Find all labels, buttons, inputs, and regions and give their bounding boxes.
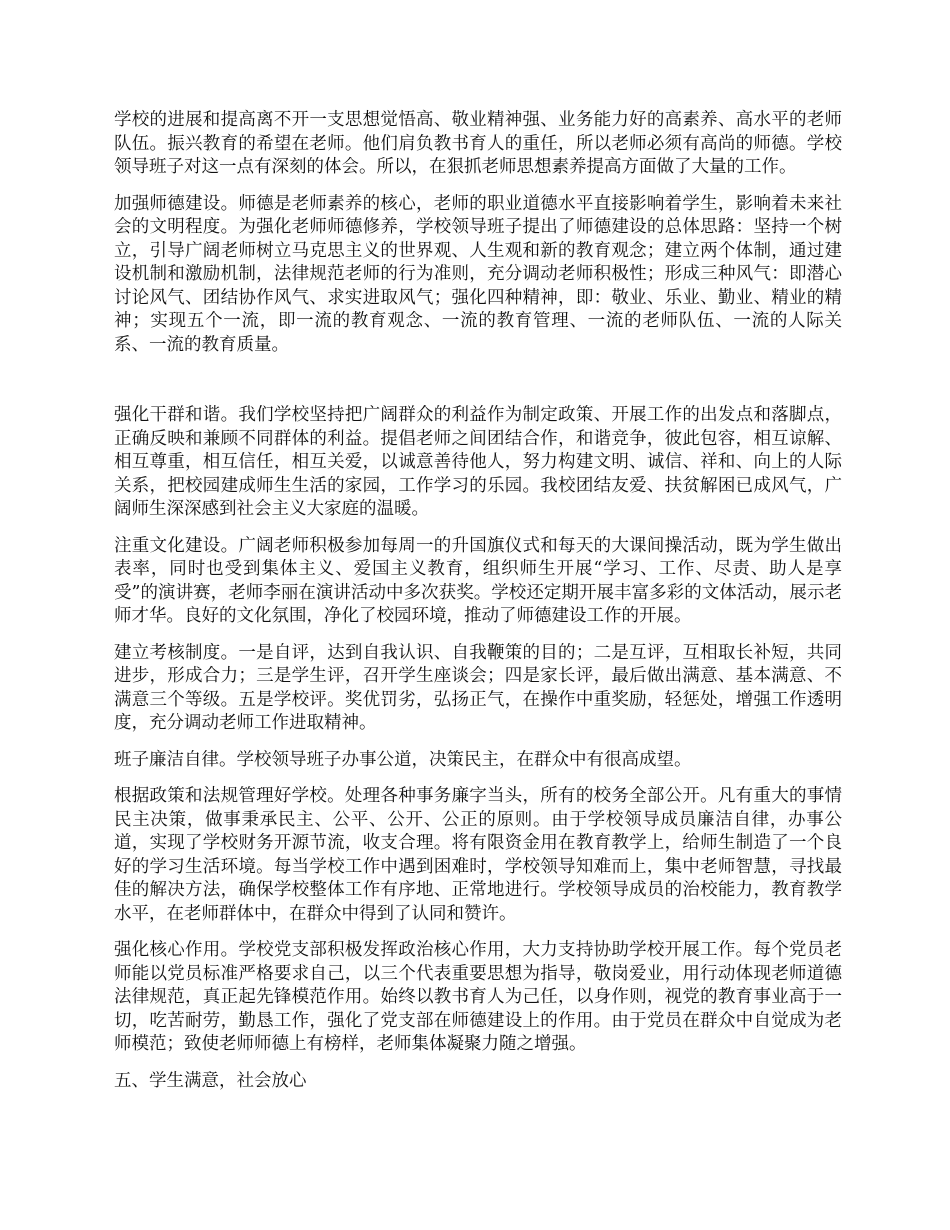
paragraph-harmony: 强化干群和谐。我们学校坚持把广阔群众的利益作为制定政策、开展工作的出发点和落脚点，正确反映和兼顾不同群体的利益。提倡老师之间团结合作，和谐竞争，彼此包容，相互谅解、相互尊重，相互信任，相互关爱，以诚意善待他人，努力构建文明、诚信、祥和、向上的人际关系，把校园建成师生生活的家园，工作学习的乐园。我校团结友爱、扶贫解困已成风气，广阔师生深深感到社会主义大家庭的温暖。 bbox=[114, 405, 842, 519]
paragraph-integrity: 班子廉洁自律。学校领导班子办事公道，决策民主，在群众中有很高成望。 bbox=[114, 749, 692, 770]
document-body bbox=[114, 109, 842, 1106]
paragraph-ethics-building: 加强师德建设。师德是老师素养的核心，老师的职业道德水平直接影响着学生，影响着未来社会的文明程度。为强化老师师德修养，学校领导班子提出了师德建设的总体思路：坚持一个树立，引导广阔老师树立马克思主义的世界观、人生观和新的教育观念；建立两个体制，通过建设机制和激励机制，法律规范老师的行为准则，充分调动老师积极性；形成三种风气：即潜心讨论风气、团结协作风气、求实进取风气；强化四种精神，即：敬业、乐业、勤业、精业的精神；实现五个一流，即一流的教育观念、一流的教育管理、一流的老师队伍、一流的人际关系、一流的教育质量。 bbox=[114, 193, 842, 355]
paragraph-intro: 学校的进展和提高离不开一支思想觉悟高、敬业精神强、业务能力好的高素养、高水平的老师队伍。振兴教育的希望在老师。他们肩负教书育人的重任，所以老师必须有高尚的师德。学校领导班子对这一点有深刻的体会。所以，在狠抓老师思想素养提高方面做了大量的工作。 bbox=[114, 110, 842, 177]
paragraph-assessment: 建立考核制度。一是自评，达到自我认识、自我鞭策的目的；二是互评，互相取长补短，共同进步，形成合力；三是学生评，召开学生座谈会；四是家长评，最后做出满意、基本满意、不满意三个等级。五是学校评。奖优罚劣，弘扬正气，在操作中重奖励，轻惩处，增强工作透明度，充分调动老师工作进取精神。 bbox=[114, 642, 842, 733]
paragraph-governance: 根据政策和法规管理好学校。处理各种事务廉字当头，所有的校务全部公开。凡有重大的事情民主决策，做事秉承民主、公平、公开、公正的原则。由于学校领导成员廉洁自律，办事公道，实现了学校财务开源节流，收支合理。将有限资金用在教育教学上，给师生制造了一个良好的学习生活环境。每当学校工作中遇到困难时，学校领导知难而上，集中老师智慧，寻找最佳的解决方法，确保学校整体工作有序地、正常地进行。学校领导成员的治校能力，教育教学水平，在老师群体中，在群众中得到了认同和赞许。 bbox=[114, 786, 842, 924]
paragraph-culture: 注重文化建设。广阔老师积极参加每周一的升国旗仪式和每天的大课间操活动，既为学生做出表率，同时也受到集体主义、爱国主义教育，组织师生开展“学习、工作、尽责、助人是享受”的演讲赛，老师李丽在演讲活动中多次获奖。学校还定期开展丰富多彩的文体活动，展示老师才华。良好的文化氛围，净化了校园环境，推动了师德建设工作的开展。 bbox=[114, 535, 842, 626]
paragraph-party-core: 强化核心作用。学校党支部积极发挥政治核心作用，大力支持协助学校开展工作。每个党员老师能以党员标准严格要求自己，以三个代表重要思想为指导，敬岗爱业，用行动体现老师道德法律规范，真正起先锋模范作用。始终以教书育人为己任，以身作则，视党的教育事业高于一切，吃苦耐劳，勤恳工作，强化了党支部在师德建设上的作用。由于党员在群众中自觉成为老师模范；致使老师师德上有榜样，老师集体凝聚力随之增强。 bbox=[114, 940, 842, 1054]
section-heading: 五、学生满意，社会放心 bbox=[114, 1070, 307, 1091]
